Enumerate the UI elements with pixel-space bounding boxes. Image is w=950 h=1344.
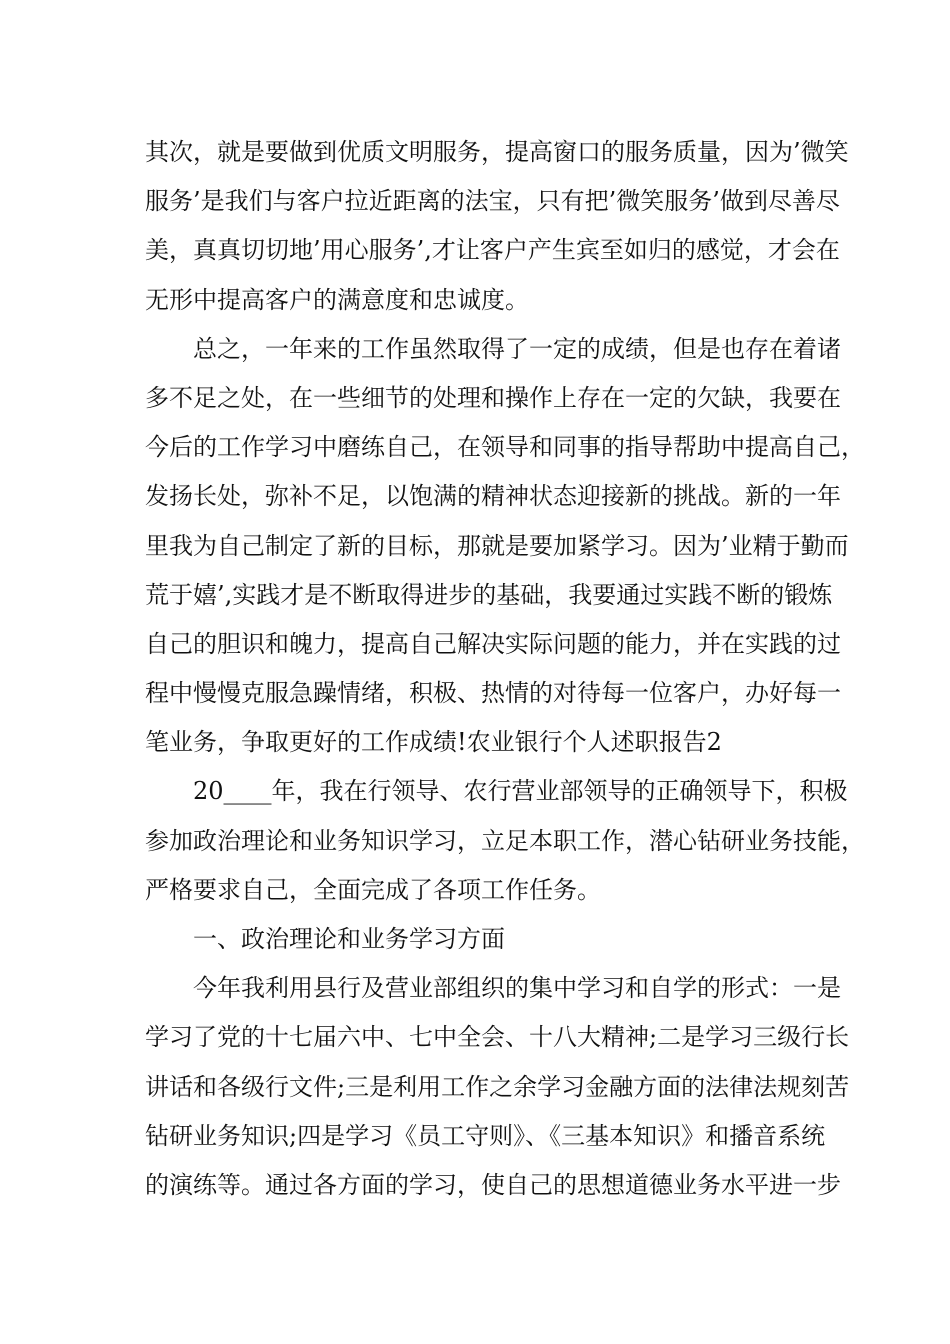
text-line: 学习了党的十七届六中、七中全会、十八大精神;二是学习三级行长 xyxy=(145,1023,850,1052)
text-line: 荒于嬉’,实践才是不断取得进步的基础，我要通过实践不断的锻炼 xyxy=(145,580,833,609)
text-line: 无形中提高客户的满意度和忠诚度。 xyxy=(145,285,529,314)
text-line: 发扬长处，弥补不足，以饱满的精神状态迎接新的挑战。新的一年 xyxy=(145,482,841,511)
text-line: 笔业务，争取更好的工作成绩!农业银行个人述职报告2 xyxy=(145,728,722,757)
text-line: 的演练等。通过各方面的学习，使自己的思想道德业务水平进一步 xyxy=(145,1170,841,1199)
paragraph-start-line: 总之，一年来的工作虽然取得了一定的成绩，但是也存在着诸 xyxy=(193,334,841,363)
text-line: 讲话和各级行文件;三是利用工作之余学习金融方面的法律法规刻苦 xyxy=(145,1072,850,1101)
body-text xyxy=(145,128,865,1210)
text-line: 美，真真切切地’用心服务’,才让客户产生宾至如归的感觉，才会在 xyxy=(145,236,840,265)
text-line: 自己的胆识和魄力，提高自己解决实际问题的能力，并在实践的过 xyxy=(145,629,841,658)
text-line: 其次，就是要做到优质文明服务，提高窗口的服务质量，因为’微笑 xyxy=(145,138,849,166)
section-heading: 一、政治理论和业务学习方面 xyxy=(193,925,505,953)
paragraph-start-line: 今年我利用县行及营业部组织的集中学习和自学的形式：一是 xyxy=(193,974,841,1003)
text-line: 今后的工作学习中磨练自己，在领导和同事的指导帮助中提高自己， xyxy=(145,433,865,462)
paragraph-start-line: 20____年，我在行领导、农行营业部领导的正确领导下，积极 xyxy=(193,777,848,806)
text-line: 严格要求自己，全面完成了各项工作任务。 xyxy=(145,875,601,904)
text-line: 钻研业务知识;四是学习《员工守则》、《三基本知识》和播音系统 xyxy=(145,1121,826,1150)
text-line: 里我为自己制定了新的目标，那就是要加紧学习。因为’业精于勤而 xyxy=(145,531,849,560)
text-line: 多不足之处，在一些细节的处理和操作上存在一定的欠缺，我要在 xyxy=(145,383,841,412)
text-line: 程中慢慢克服急躁情绪，积极、热情的对待每一位客户，办好每一 xyxy=(145,679,841,708)
text-line: 服务’是我们与客户拉近距离的法宝，只有把’微笑服务’做到尽善尽 xyxy=(145,187,840,216)
text-line: 参加政治理论和业务知识学习，立足本职工作，潜心钻研业务技能， xyxy=(145,826,865,855)
